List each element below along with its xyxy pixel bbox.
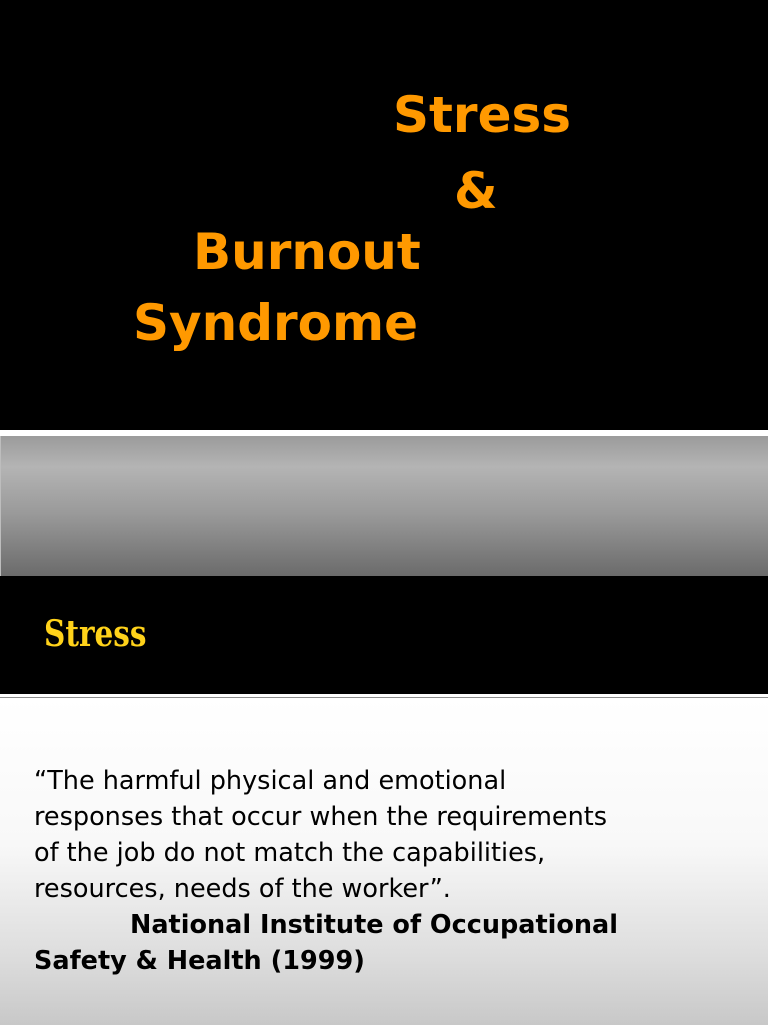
blank-gradient-slide: [0, 435, 768, 576]
title-line-stress: Stress: [393, 86, 572, 144]
title-line-syndrome: Syndrome: [133, 294, 419, 352]
quote-line: resources, needs of the worker”.: [34, 874, 451, 904]
citation-line: Safety & Health (1999): [34, 946, 365, 976]
quote-citation: [34, 907, 734, 979]
section-title: Stress: [44, 613, 147, 655]
title-line-burnout: Burnout: [193, 223, 421, 281]
quote-line: responses that occur when the requirements: [34, 802, 608, 832]
citation-line: National Institute of Occupational: [130, 910, 618, 940]
title-line-ampersand: &: [454, 162, 498, 220]
definition-quote: [34, 763, 734, 907]
quote-line: “The harmful physical and emotional: [34, 766, 507, 796]
title-slide: [0, 0, 768, 430]
quote-line: of the job do not match the capabilities,: [34, 838, 546, 868]
